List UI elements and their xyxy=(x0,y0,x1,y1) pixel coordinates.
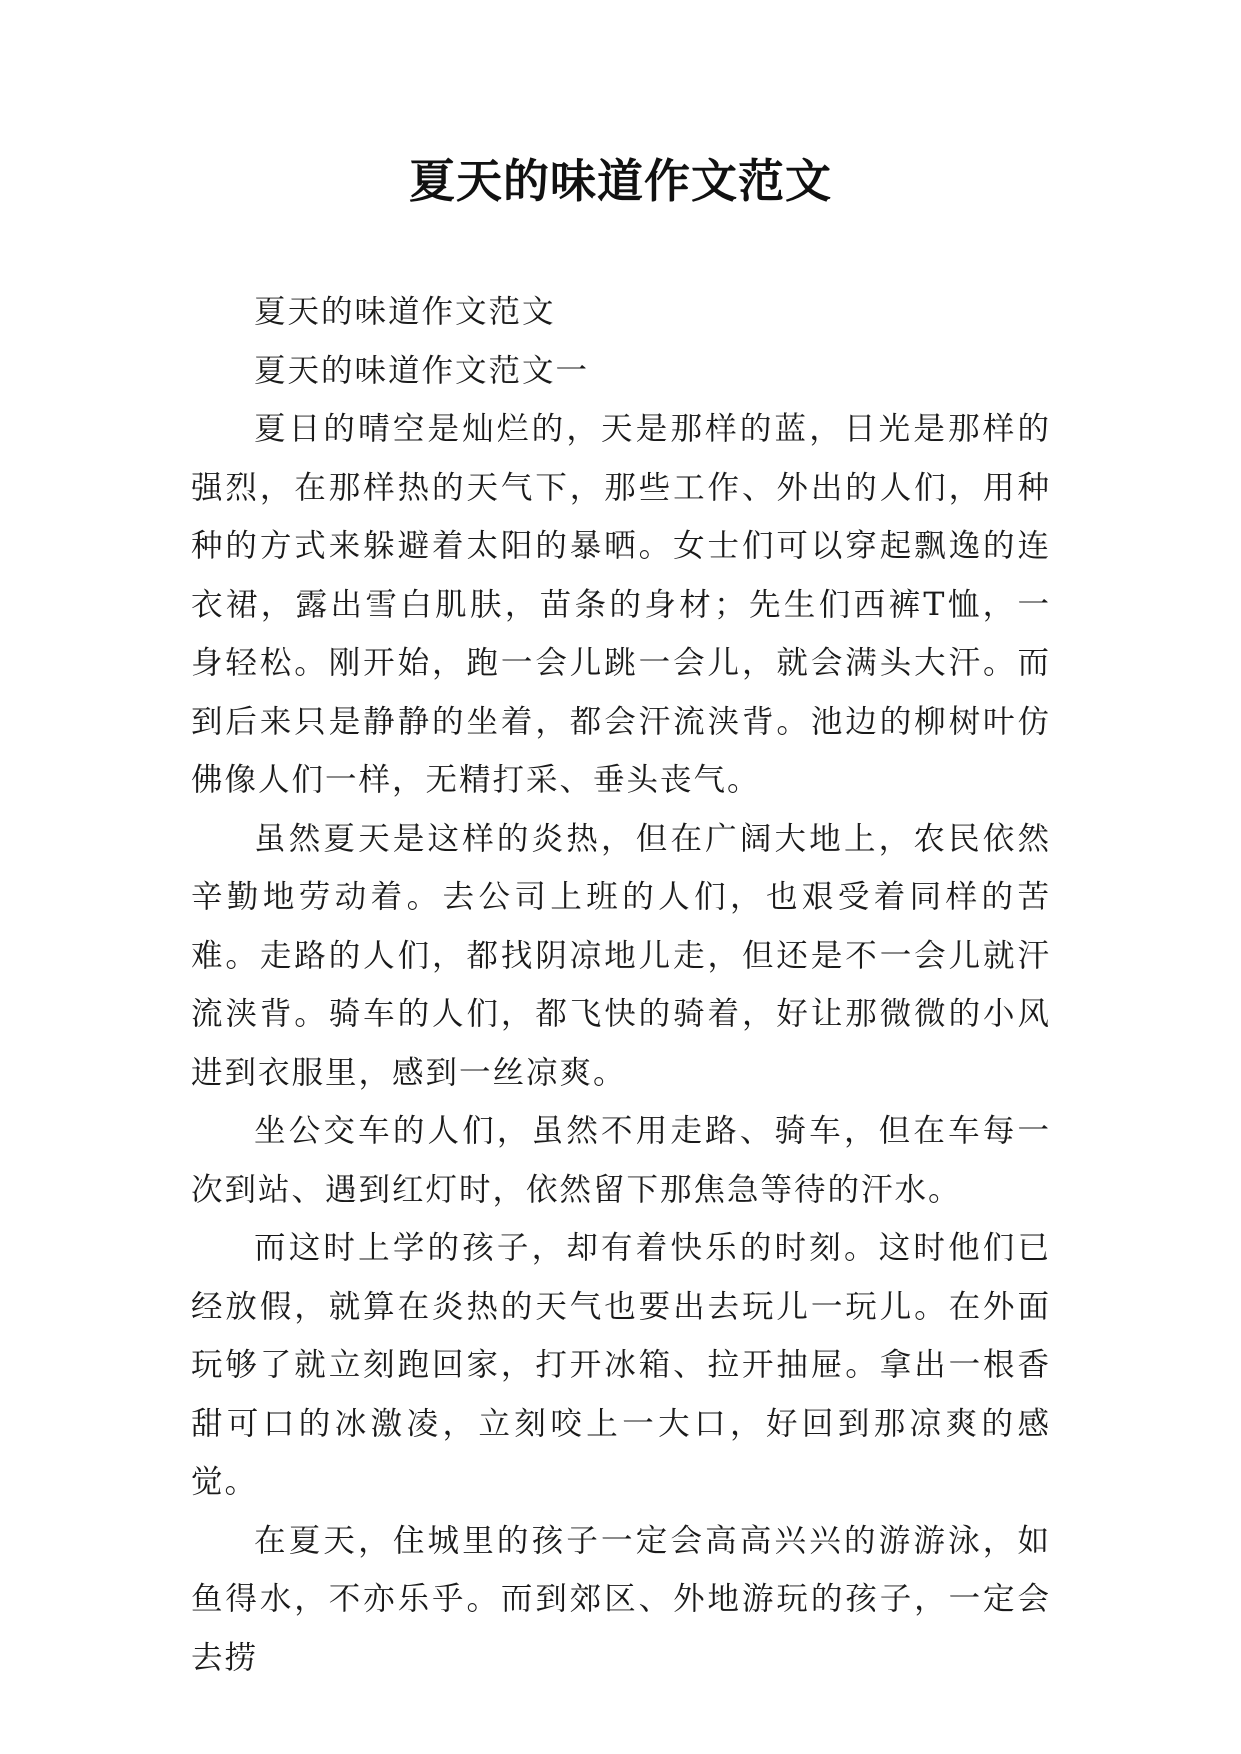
body-paragraph: 坐公交车的人们，虽然不用走路、骑车，但在车每一次到站、遇到红灯时，依然留下那焦急等待的汗水。 xyxy=(191,1113,1051,1208)
body-paragraph: 在夏天，住城里的孩子一定会高高兴兴的游游泳，如鱼得水，不亦乐乎。而到郊区、外地游玩的孩子，一定会去捞 xyxy=(191,1522,1051,1676)
document-title: 夏天的味道作文范文 xyxy=(409,154,832,208)
body-paragraph: 夏日的晴空是灿烂的，天是那样的蓝，日光是那样的强烈，在那样热的天气下，那些工作、外出的人们，用种种的方式来躲避着太阳的暴晒。女士们可以穿起飘逸的连衣裙，露出雪白肌肤，苗条的身材；先生们西裤T恤，一身轻松。刚开始，跑一会儿跳一会儿，就会满头大汗。而到后来只是静静的坐着，都会汗流浃背。池边的柳树叶仿佛像人们一样，无精打采、垂头丧气。 xyxy=(191,411,1051,798)
subtitle-paragraph: 夏天的味道作文范文 xyxy=(254,294,556,330)
body-paragraph: 虽然夏天是这样的炎热，但在广阔大地上，农民依然辛勤地劳动着。去公司上班的人们，也艰受着同样的苦难。走路的人们，都找阴凉地儿走，但还是不一会儿就汗流浃背。骑车的人们，都飞快的骑着，好让那微微的小风进到衣服里，感到一丝凉爽。 xyxy=(191,820,1051,1091)
section-heading-paragraph: 夏天的味道作文范文一 xyxy=(254,352,590,389)
body-paragraph: 而这时上学的孩子，却有着快乐的时刻。这时他们已经放假，就算在炎热的天气也要出去玩儿一玩儿。在外面玩够了就立刻跑回家，打开冰箱、拉开抽屉。拿出一根香甜可口的冰激凌，立刻咬上一大口，好回到那凉爽的感觉。 xyxy=(191,1230,1051,1500)
document-body xyxy=(191,283,1051,1687)
